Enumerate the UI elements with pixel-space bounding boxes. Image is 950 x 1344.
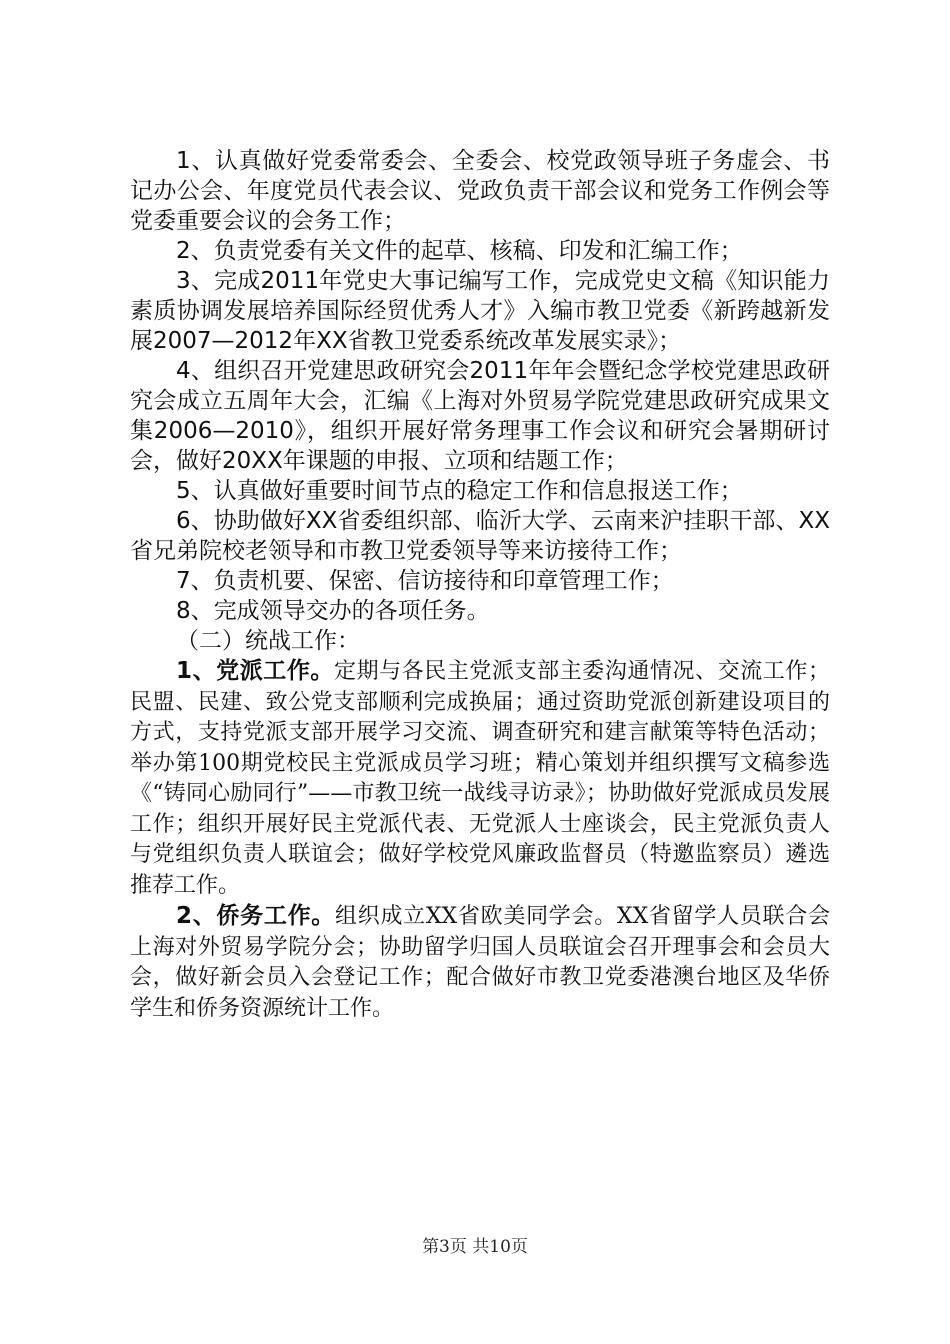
item-1-body: 定期与各民主党派支部主委沟通情况、交流工作；民盟、民建、致公党支部顺利完成换届；通过资助党派创新建设项目的方式，支持党派支部开展学习交流、调查研究和建言献策等特色活动；举办第100期党校民主党派成员学习班；精心策划并组织撰写文稿参选《“铸同心励同行”——市教卫统一战线寻访录》；协助做好党派成员发展工作；组织开展好民主党派代表、无党派人士座谈会，民主党派负责人与党组织负责人联谊会；做好学校党风廉政监督员（特邀监察员）遴选推荐工作。 xyxy=(130,659,830,898)
section-heading: （二）统战工作： xyxy=(176,628,360,654)
paragraph-1: 1、认真做好党委常委会、全委会、校党政领导班子务虚会、书记办公会、年度党员代表会议、党政负责干部会议和党务工作例会等党委重要会议的会务工作； xyxy=(130,148,830,234)
item-1-lead: 1、党派工作。 xyxy=(176,658,334,684)
item-2-lead: 2、侨务工作。 xyxy=(176,903,336,929)
document-body xyxy=(130,146,830,1024)
united-front-item-2 xyxy=(130,901,830,1024)
paragraph-5: 5、认真做好重要时间节点的稳定工作和信息报送工作； xyxy=(176,478,743,504)
paragraph-8: 8、完成领导交办的各项任务。 xyxy=(176,598,490,624)
paragraph-6: 6、协助做好XX省委组织部、临沂大学、云南来沪挂职干部、XX省兄弟院校老领导和市教卫党委领导等来访接待工作； xyxy=(130,508,830,564)
paragraph-2: 2、负责党委有关文件的起草、核稿、印发和汇编工作； xyxy=(176,238,743,264)
paragraph-3: 3、完成2011年党史大事记编写工作，完成党史文稿《知识能力素质协调发展培养国际经贸优秀人才》入编市教卫党委《新跨越新发展2007—2012年XX省教卫党委系统改革发展实录》； xyxy=(130,268,830,354)
paragraph-7: 7、负责机要、保密、信访接待和印章管理工作； xyxy=(176,568,674,594)
paragraph-4: 4、组织召开党建思政研究会2011年年会暨纪念学校党建思政研究会成立五周年大会，汇编《上海对外贸易学院党建思政研究成果文集2006—2010》，组织开展好常务理事工作会议和研究会暑期研讨会，做好20XX年课题的申报、立项和结题工作； xyxy=(130,358,830,474)
united-front-item-1 xyxy=(130,656,830,901)
page-footer: 第3页 共10页 xyxy=(422,1237,528,1257)
item-2-body: 组织成立XX省欧美同学会。XX省留学人员联合会上海对外贸易学院分会；协助留学归国人员联谊会召开理事会和会员大会，做好新会员入会登记工作；配合做好市教卫党委港澳台地区及华侨学生和侨务资源统计工作。 xyxy=(130,904,830,1021)
